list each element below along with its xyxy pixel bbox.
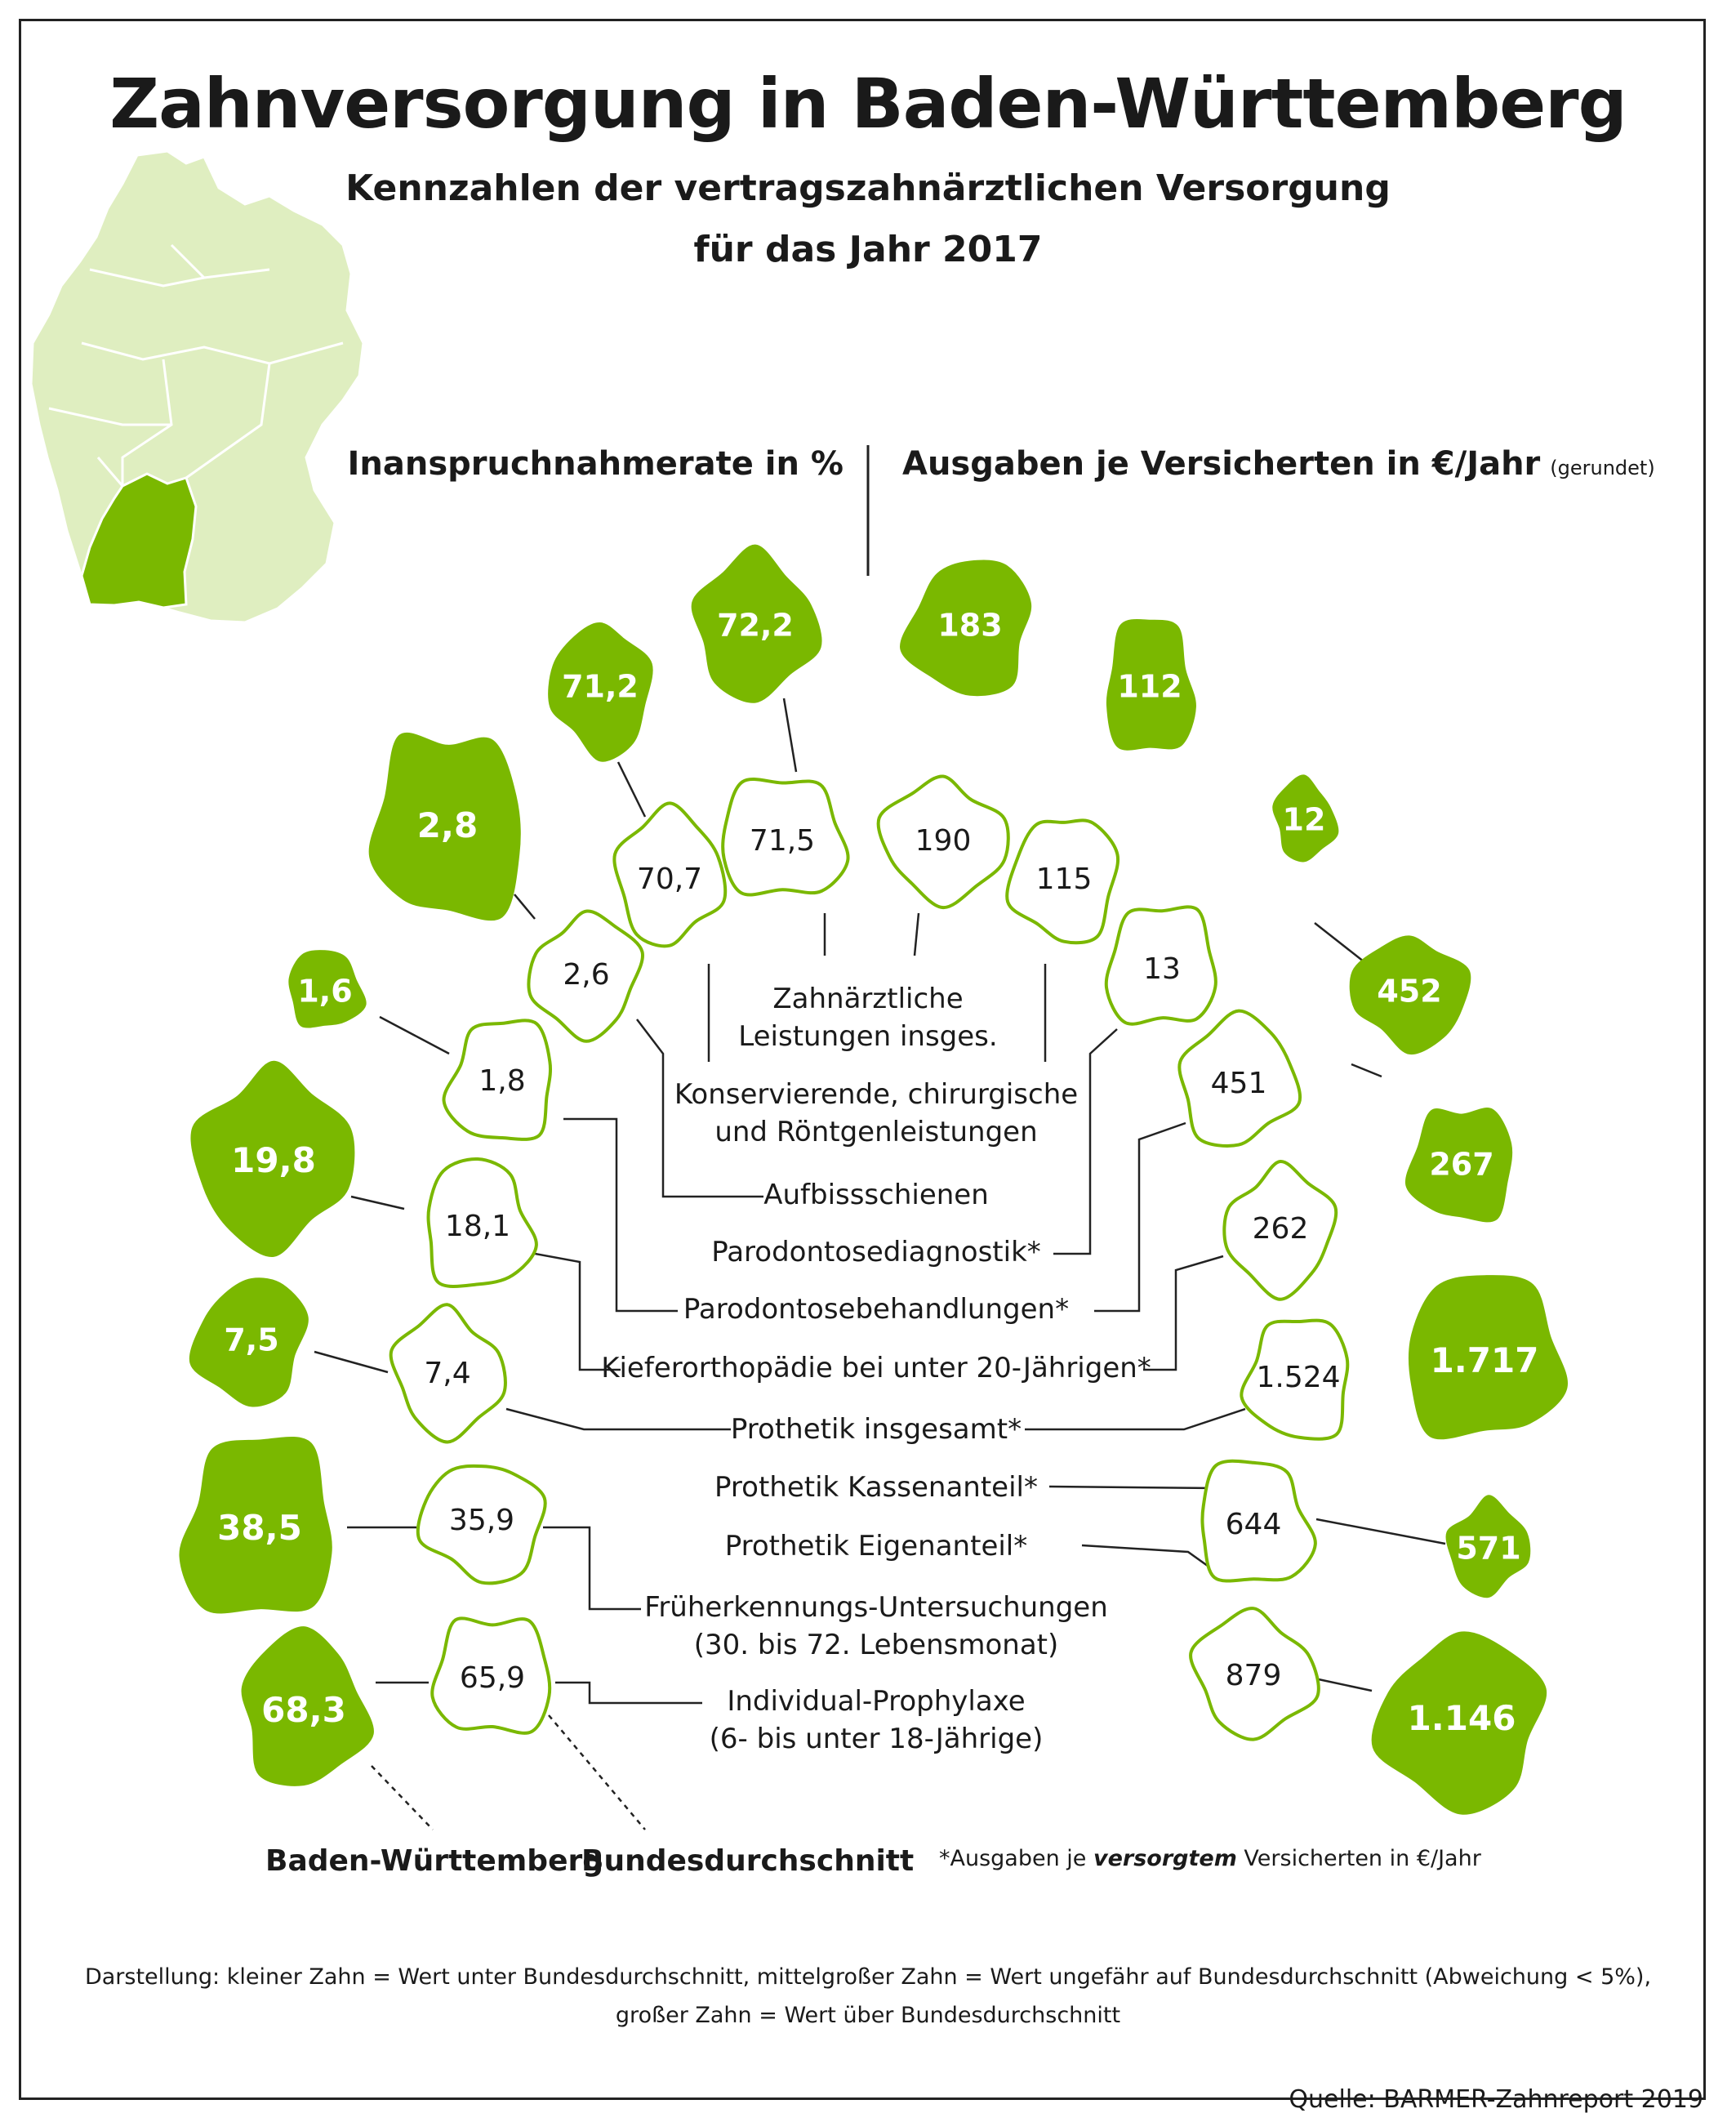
connector-22: [1082, 1545, 1217, 1572]
bund-left-6-value: 35,9: [448, 1503, 515, 1537]
bw-left-7-value: 68,3: [261, 1690, 346, 1731]
label-individual-prophylaxe: [672, 1683, 1080, 1758]
label-aufbissschienen: Aufbissschienen: [763, 1179, 989, 1211]
bund-right-4-value: 262: [1252, 1211, 1309, 1246]
label-parodontosebehandlungen: Parodontosebehandlungen*: [683, 1293, 1070, 1326]
bw-left-3-value: 1,6: [297, 973, 353, 1010]
connector-21: [1316, 1519, 1445, 1544]
label-kieferorthopaedie: Kieferorthopädie bei unter 20-Jährigen*: [601, 1352, 1151, 1384]
connector-15: [1094, 1123, 1186, 1311]
label-prothetik-kassenanteil: Prothetik Kassenanteil*: [714, 1471, 1038, 1504]
bw-left-2-value: 2,8: [416, 805, 479, 846]
right-header-text: Ausgaben je Versicherten in €/Jahr: [902, 445, 1541, 483]
bw-right-3-value: 452: [1377, 973, 1442, 1010]
connector-0: [784, 698, 796, 772]
legend-bundesdurchschnitt: Bundesdurchschnitt: [581, 1844, 915, 1878]
label-prothetik-eigenanteil: Prothetik Eigenanteil*: [724, 1530, 1028, 1563]
label-zahnaerztliche-leistungen: [705, 980, 1031, 1055]
explanation-line-1: Darstellung: kleiner Zahn = Wert unter Bundesdurchschnitt, mittelgroßer Zahn = Wert ungefähr auf Bundesdurchschnitt (Abweichung < 5%),: [84, 1964, 1652, 1990]
bw-right-4-value: 267: [1429, 1146, 1494, 1183]
footnote: [939, 1846, 1481, 1871]
source-credit: Quelle: BARMER-Zahnreport 2019: [1289, 2085, 1703, 2114]
subtitle-line-2: für das Jahr 2017: [693, 229, 1043, 270]
footnote-text: *Ausgaben je: [939, 1846, 1093, 1871]
bund-left-4-value: 18,1: [444, 1209, 511, 1243]
right-header-note: (gerundet): [1550, 457, 1655, 479]
left-column-header: Inanspruchnahmerate in %: [347, 445, 844, 483]
bw-right-2-value: 12: [1282, 801, 1326, 838]
bw-left-6-value: 38,5: [217, 1508, 302, 1549]
connector-2: [514, 894, 535, 919]
connector-1: [618, 762, 645, 817]
label-line: Leistungen insges.: [738, 1020, 998, 1053]
legend-pointer-bund: [549, 1715, 645, 1830]
label-line: Zahnärztliche: [772, 983, 964, 1015]
bw-right-5-value: 1.717: [1430, 1340, 1539, 1381]
subtitle-line-1: Kennzahlen der vertragszahnärztlichen Versorgung: [345, 167, 1391, 209]
bw-left-0-value: 72,2: [717, 607, 794, 644]
explanation-line-2: großer Zahn = Wert über Bundesdurchschnitt: [615, 2003, 1121, 2028]
bund-right-1-value: 115: [1035, 862, 1093, 896]
bund-right-7-value: 879: [1225, 1658, 1282, 1692]
label-line: (6- bis unter 18-Jährige): [709, 1723, 1044, 1755]
label-frueherkennung: [615, 1589, 1137, 1664]
footnote-text: Versicherten in €/Jahr: [1236, 1846, 1481, 1871]
connector-23: [1315, 1678, 1372, 1691]
bund-left-1-value: 70,7: [636, 862, 703, 896]
bund-right-0-value: 190: [915, 823, 972, 858]
legend-baden-wuerttemberg: Baden-Württemberg: [265, 1844, 604, 1878]
connector-27: [1351, 1064, 1382, 1077]
bw-right-0-value: 183: [937, 607, 1003, 644]
bund-left-7-value: 65,9: [459, 1661, 526, 1695]
connector-9: [915, 913, 919, 956]
label-line: Konservierende, chirurgische: [674, 1078, 1079, 1111]
label-parodontosediagnostik: Parodontosediagnostik*: [711, 1236, 1041, 1268]
germany-outline: [31, 151, 363, 622]
connector-4: [351, 1197, 404, 1209]
bw-left-5-value: 7,5: [224, 1322, 279, 1358]
page-title: Zahnversorgung in Baden-Württemberg: [109, 64, 1627, 144]
bund-left-5-value: 7,4: [424, 1356, 471, 1390]
bw-right-1-value: 112: [1117, 668, 1182, 705]
label-konservierende-leistungen: [672, 1076, 1080, 1151]
bund-left-0-value: 71,5: [749, 823, 816, 858]
bw-left-1-value: 71,2: [562, 668, 639, 705]
bund-left-2-value: 2,6: [563, 957, 610, 992]
label-prothetik-insgesamt: Prothetik insgesamt*: [730, 1413, 1022, 1446]
bund-left-3-value: 1,8: [479, 1063, 526, 1098]
legend-pointer-bw: [372, 1766, 433, 1830]
label-line: Früherkennungs-Untersuchungen: [644, 1591, 1108, 1624]
bund-right-5-value: 1.524: [1256, 1360, 1341, 1394]
germany-map: [31, 151, 363, 622]
bund-right-2-value: 13: [1143, 952, 1181, 986]
connector-5: [314, 1352, 388, 1372]
footnote-emphasis: versorgtem: [1093, 1846, 1237, 1871]
bw-right-6-value: 571: [1456, 1530, 1521, 1567]
connector-3: [380, 1017, 449, 1054]
bw-right-7-value: 1.146: [1407, 1698, 1516, 1739]
bund-right-6-value: 644: [1225, 1507, 1282, 1541]
label-line: (30. bis 72. Lebensmonat): [693, 1629, 1059, 1661]
bund-right-3-value: 451: [1210, 1066, 1267, 1100]
label-line: Individual-Prophylaxe: [727, 1685, 1026, 1718]
label-line: und Röntgenleistungen: [714, 1116, 1038, 1148]
bw-left-4-value: 19,8: [231, 1140, 316, 1181]
